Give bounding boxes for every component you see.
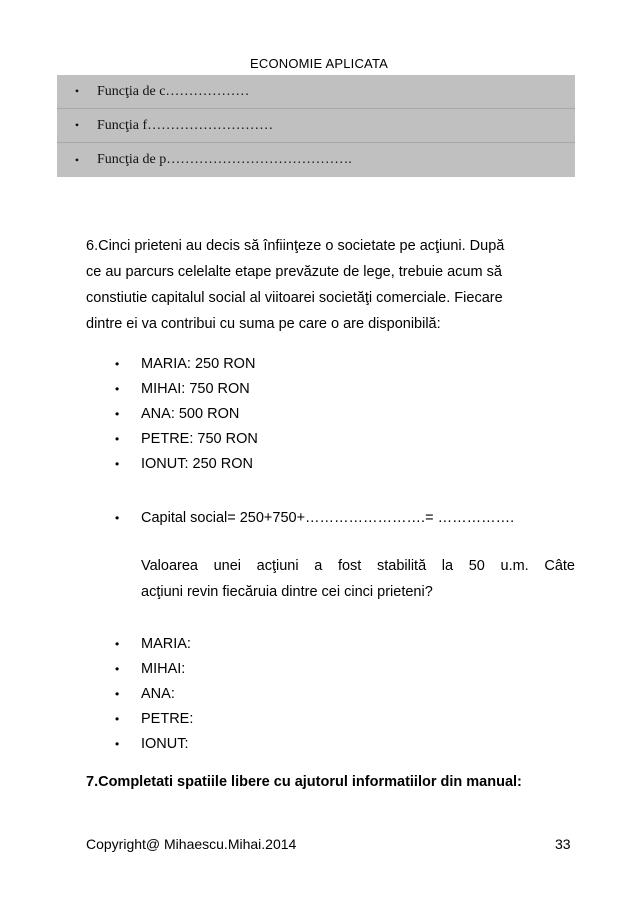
bullet-icon: • [115, 510, 120, 525]
statement-line: constiutie capitalul social al viitoarei societăţi comerciale. Fiecare [86, 290, 503, 306]
list-item-text: ANA: 500 RON [141, 405, 240, 422]
bullet-icon: • [74, 84, 80, 98]
function-item-text: Funcţia de c……………… [97, 83, 250, 99]
list-item [115, 706, 193, 731]
bullet-icon: • [115, 736, 120, 751]
statement-line: ce au parcurs celelalte etape prevăzute de lege, trebuie acum să [86, 264, 502, 280]
share-question [141, 553, 575, 605]
answers-list [115, 631, 193, 756]
list-item [115, 681, 193, 706]
bullet-icon: • [115, 381, 120, 396]
footer-page-number: 33 [555, 836, 571, 852]
list-item-text: MIHAI: 750 RON [141, 380, 250, 397]
bullet-icon: • [115, 636, 120, 651]
list-item-text: MARIA: 250 RON [141, 355, 256, 372]
bullet-icon: • [115, 711, 120, 726]
bullet-icon: • [115, 406, 120, 421]
list-item [115, 731, 193, 756]
function-item [57, 143, 575, 177]
function-item [57, 75, 575, 109]
page-header: ECONOMIE APLICATA [249, 56, 388, 71]
contributions-list [115, 351, 258, 476]
list-item [115, 451, 258, 476]
capital-social-text: Capital social= 250+750+…………………….= ……………. [141, 509, 515, 526]
bullet-icon: • [115, 356, 120, 371]
list-item-text: PETRE: 750 RON [141, 430, 258, 447]
shaded-function-list [57, 75, 575, 177]
capital-social-line [115, 505, 514, 530]
bullet-icon: • [115, 661, 120, 676]
footer-copyright: Copyright@ Mihaescu.Mihai.2014 [86, 836, 297, 852]
problem-6-statement [86, 233, 576, 337]
problem-7-heading: 7.Completati spatiile libere cu ajutorul informatiilor din manual: [86, 774, 522, 790]
function-item [57, 109, 575, 143]
bullet-icon: • [74, 118, 80, 132]
list-item-text: ANA: [141, 685, 175, 702]
list-item-text: IONUT: [141, 735, 189, 752]
function-item-text: Funcţia de p…………………………………. [97, 152, 352, 167]
list-item [115, 656, 193, 681]
list-item [115, 351, 258, 376]
bullet-icon: • [115, 456, 120, 471]
question-line: Valoarea unei acţiuni a fost stabilită la 50 u.m. Câte [141, 558, 575, 574]
statement-line: 6.Cinci prieteni au decis să înfiinţeze o societate pe acţiuni. După [86, 238, 505, 254]
function-item-text: Funcţia f……………………… [97, 117, 274, 133]
bullet-icon: • [74, 152, 80, 167]
list-item [115, 401, 258, 426]
bullet-icon: • [115, 686, 120, 701]
list-item-text: PETRE: [141, 710, 194, 727]
list-item [115, 631, 193, 656]
list-item-text: MIHAI: [141, 660, 186, 677]
question-line: acţiuni revin fiecăruia dintre cei cinci prieteni? [141, 584, 433, 600]
list-item [115, 426, 258, 451]
bullet-icon: • [115, 431, 120, 446]
list-item [115, 376, 258, 401]
list-item-text: IONUT: 250 RON [141, 455, 253, 472]
list-item-text: MARIA: [141, 635, 191, 652]
statement-line: dintre ei va contribui cu suma pe care o are disponibilă: [86, 316, 441, 332]
